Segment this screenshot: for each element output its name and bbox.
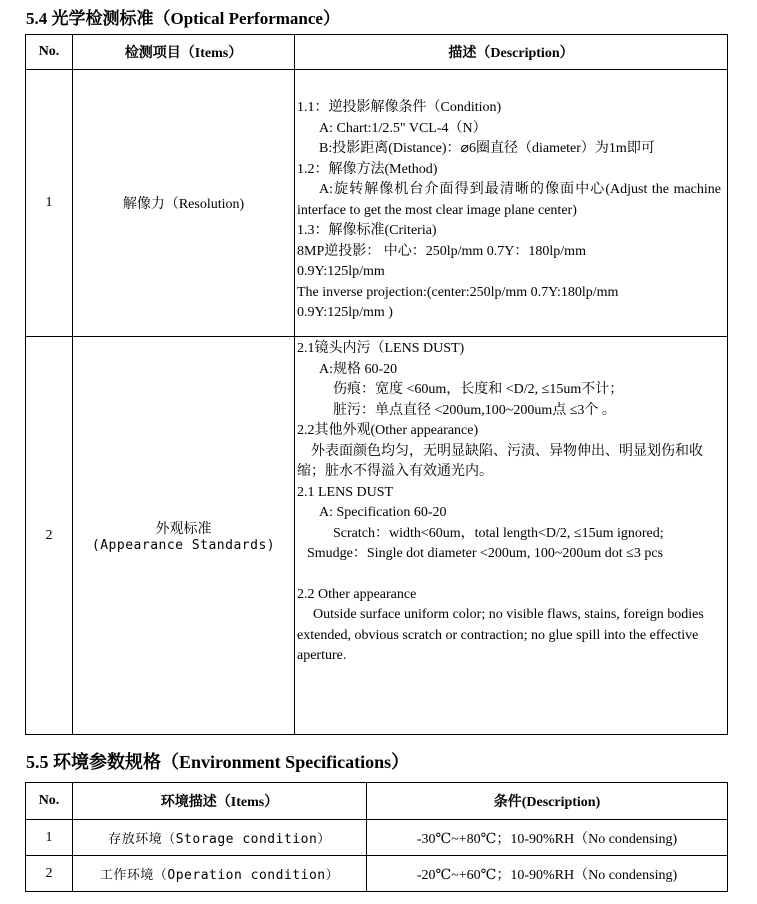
header-description: 描述（Description） xyxy=(295,35,728,70)
environment-spec-table xyxy=(25,782,728,892)
header-description-label: 条件(Description) xyxy=(493,795,601,810)
row-no: 2 xyxy=(26,337,73,735)
header-items-label: 环境描述（Items） xyxy=(160,795,279,810)
desc-line: 2.2其他外观(Other appearance) xyxy=(297,423,479,438)
header-description xyxy=(367,783,728,820)
table-row xyxy=(26,70,728,337)
desc-line: 1.1：逆投影解像条件（Condition) xyxy=(297,100,502,115)
optical-performance-table xyxy=(25,34,728,735)
row-no: 1 xyxy=(26,70,73,337)
header-items: 检测项目（Items） xyxy=(73,35,295,70)
header-no: No. xyxy=(26,35,73,70)
desc-line: 1.2：解像方法(Method) xyxy=(297,161,438,177)
section-title-optical: 5.4 光学检测标准（Optical Performance） xyxy=(26,9,340,28)
row-item xyxy=(73,337,295,735)
header-items xyxy=(73,783,367,820)
row-condition: -20℃~+60℃；10-90%RH（No condensing) xyxy=(367,856,728,892)
table-row xyxy=(26,337,728,735)
desc-line: 2.1镜头内污（LENS DUST) xyxy=(297,341,465,356)
table-row xyxy=(26,856,728,892)
header-no: No. xyxy=(26,783,73,820)
spacer xyxy=(297,565,721,585)
desc-line: Scratch：width<60um，total length<D/2, ≤15um ignored; xyxy=(333,525,664,541)
section-title-environment: 5.5 环境参数规格（Environment Specifications） xyxy=(26,752,410,772)
desc-line: 2.2 Other appearance xyxy=(297,586,417,602)
row-item: 存放环境（Storage condition） xyxy=(73,820,367,856)
desc-line: 伤痕：宽度 <60um，长度和 <D/2, ≤15um不计； xyxy=(333,382,624,397)
desc-line: A:规格 60-20 xyxy=(319,361,398,377)
desc-line: 外表面颜色均匀，无明显缺陷、污渍、异物伸出、明显划伤和收缩；脏水不得溢入有效通光内。 xyxy=(297,443,703,479)
desc-line: B:投影距离(Distance)：⌀6圈直径（diameter）为1m即可 xyxy=(319,141,655,156)
desc-line: 8MP逆投影： 中心：250lp/mm 0.7Y：180lp/mm 0.9Y:125lp/mm xyxy=(297,243,586,279)
row-item: 工作环境（Operation condition） xyxy=(73,856,367,892)
row-item: 解像力（Resolution) xyxy=(73,70,295,337)
item-name-en: (Appearance Standards) xyxy=(91,538,276,553)
desc-line: 1.3：解像标准(Criteria) xyxy=(297,223,437,238)
desc-line: 脏污：单点直径 <200um,100~200um点 ≤3个 。 xyxy=(333,402,616,418)
row-description xyxy=(295,70,728,337)
table-header-row xyxy=(26,783,728,820)
table-header-row xyxy=(26,35,728,70)
row-description xyxy=(295,337,728,735)
desc-line: Smudge：Single dot diameter <200um, 100~200um dot ≤3 pcs xyxy=(307,546,664,561)
table-row xyxy=(26,820,728,856)
row-no: 2 xyxy=(26,856,73,892)
item-name-cn: 外观标准 xyxy=(155,522,212,537)
desc-line: Outside surface uniform color; no visible flaws, stains, foreign bodies extended, obvious scratch or contraction; no glue spill into the effective aperture. xyxy=(297,607,704,663)
desc-line: 2.1 LENS DUST xyxy=(297,484,394,500)
desc-line: The inverse projection:(center:250lp/mm 0.7Y:180lp/mm 0.9Y:125lp/mm ) xyxy=(297,284,619,320)
row-no: 1 xyxy=(26,820,73,856)
desc-line: A: Specification 60-20 xyxy=(319,505,447,520)
row-condition: -30℃~+80℃；10-90%RH（No condensing) xyxy=(367,820,728,856)
desc-line: A:旋转解像机台介面得到最清晰的像面中心(Adjust the machine interface to get the most clear image plane center) xyxy=(297,182,721,218)
desc-line: A: Chart:1/2.5" VCL-4（N） xyxy=(319,120,487,136)
